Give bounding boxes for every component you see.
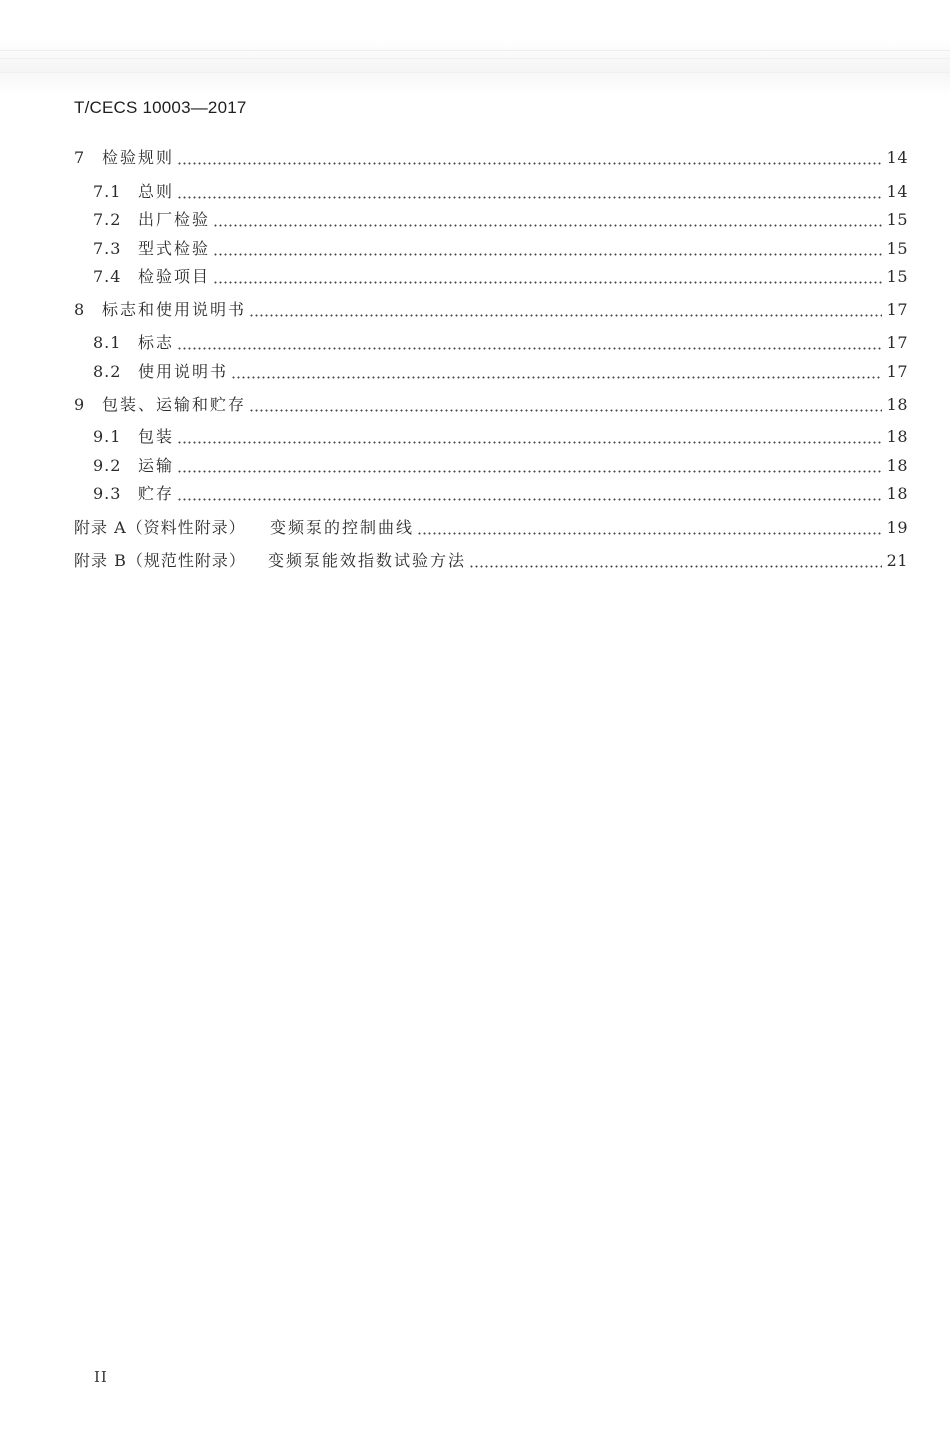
toc-entry-number: 附录 A（资料性附录） [74,518,246,537]
toc-entry-chapter-8[interactable] [74,298,908,322]
toc-entry-title: 标志和使用说明书 [102,300,247,319]
toc-entry-number: 8 [74,300,86,319]
toc-entry-page: 14 [886,182,908,201]
toc-entry-number: 8.1 [93,333,122,352]
toc-entry-page: 14 [886,148,908,167]
dot-leader [177,180,882,204]
toc-entry-page: 17 [886,333,908,352]
toc-entry-page: 15 [886,239,908,258]
toc-entry-number: 7.2 [93,210,122,229]
document-code: T/CECS 10003—2017 [74,98,247,117]
toc-entry-number: 7 [74,148,86,167]
dot-leader [213,265,882,289]
toc-entry-section-9-1[interactable] [93,425,908,449]
dot-leader [231,360,882,384]
toc-entry-chapter-7[interactable] [74,146,908,170]
toc-entry-section-9-3[interactable] [93,482,908,506]
toc-entry-section-8-1[interactable] [93,331,908,355]
scan-artifact-line [0,58,950,59]
toc-entry-page: 17 [886,300,908,319]
toc-entry-section-8-2[interactable] [93,360,908,384]
toc-entry-page: 18 [886,484,908,503]
toc-entry-number: 8.2 [93,362,122,381]
toc-entry-number: 9.2 [93,456,122,475]
toc-entry-number: 附录 B（规范性附录） [74,551,246,570]
toc-entry-page: 18 [886,456,908,475]
scan-artifact-line [0,72,950,73]
toc-entry-title: 标志 [138,333,175,352]
scan-artifact-line [0,50,950,51]
toc-entry-section-7-1[interactable] [93,180,908,204]
dot-leader [213,208,882,232]
toc-entry-title: 总则 [138,182,175,201]
toc-entry-page: 21 [886,551,908,570]
toc-entry-section-7-4[interactable] [93,265,908,289]
toc-entry-appendix-b[interactable] [74,549,908,573]
toc-entry-page: 19 [886,518,908,537]
toc-entry-page: 15 [886,210,908,229]
toc-entry-title: 检验规则 [102,148,175,167]
toc-entry-number: 7.1 [93,182,122,201]
toc-entry-title: 包装 [138,427,175,446]
toc-entry-page: 17 [886,362,908,381]
toc-entry-number: 9 [74,395,86,414]
scan-shadow [0,40,950,95]
toc-entry-title: 运输 [138,456,175,475]
toc-entry-section-7-2[interactable] [93,208,908,232]
toc-entry-title: 包装、运输和贮存 [102,395,247,414]
page-number: II [94,1368,108,1386]
dot-leader [177,454,882,478]
toc-entry-section-9-2[interactable] [93,454,908,478]
toc-entry-page: 18 [886,395,908,414]
dot-leader [469,549,882,573]
toc-entry-title: 变频泵的控制曲线 [270,518,415,537]
toc-entry-title: 使用说明书 [138,362,229,381]
toc-entry-number: 9.1 [93,427,122,446]
toc-entry-title: 检验项目 [138,267,211,286]
toc-entry-page: 15 [886,267,908,286]
toc-entry-chapter-9[interactable] [74,393,908,417]
dot-leader [177,331,882,355]
toc-entry-appendix-a[interactable] [74,516,908,540]
toc-entry-title: 变频泵能效指数试验方法 [268,551,467,570]
toc-entry-title: 型式检验 [138,239,211,258]
toc-entry-page: 18 [886,427,908,446]
dot-leader [177,482,882,506]
dot-leader [249,393,882,417]
toc-entry-title: 出厂检验 [138,210,211,229]
toc-entry-section-7-3[interactable] [93,237,908,261]
dot-leader [213,237,882,261]
toc-entry-number: 9.3 [93,484,122,503]
toc-entry-title: 贮存 [138,484,175,503]
toc-entry-number: 7.3 [93,239,122,258]
toc-entry-number: 7.4 [93,267,122,286]
dot-leader [249,298,882,322]
dot-leader [177,425,882,449]
dot-leader [417,516,882,540]
dot-leader [177,146,882,170]
